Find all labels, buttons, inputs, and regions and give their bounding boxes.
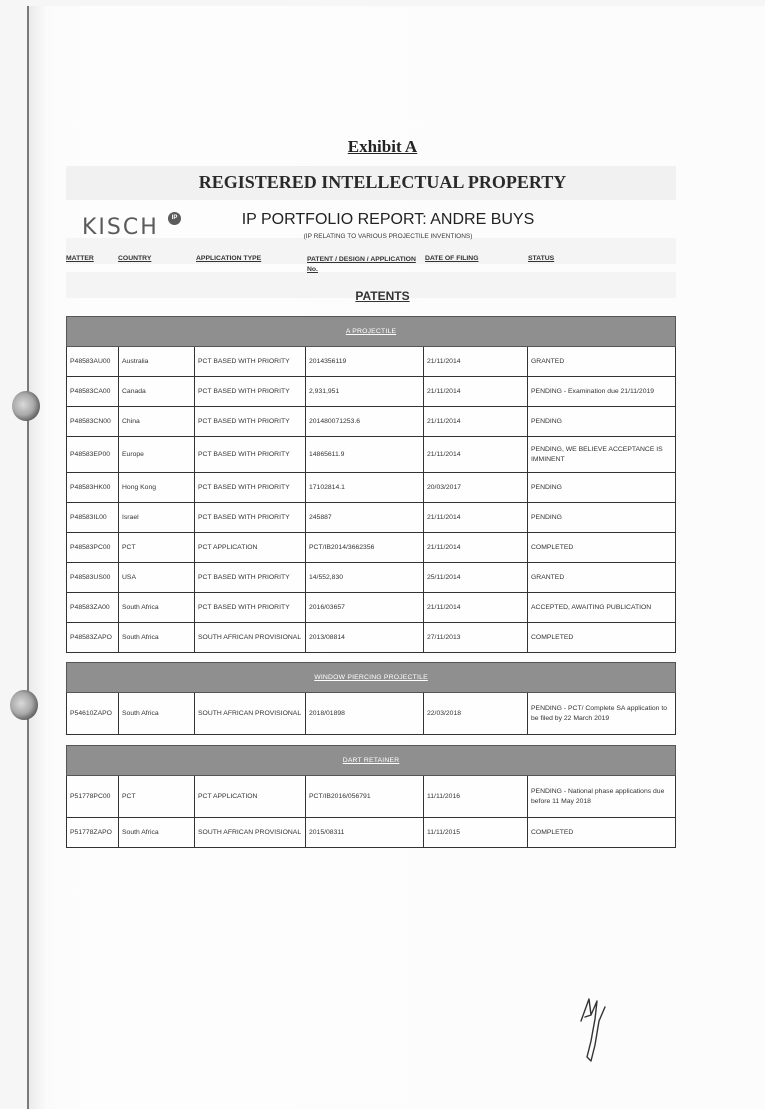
ip-table-dart-retainer — [66, 745, 676, 848]
cell-status: PENDING — [528, 473, 676, 503]
cell-matter: P48583PC00 — [67, 533, 119, 563]
cell-country: Israel — [119, 503, 195, 533]
col-header-number: PATENT / DESIGN / APPLICATION No. — [307, 256, 416, 273]
cell-type: SOUTH AFRICAN PROVISIONAL — [195, 693, 306, 735]
cell-status: PENDING — [528, 407, 676, 437]
cell-date: 11/11/2016 — [424, 776, 528, 818]
table-row — [67, 377, 676, 407]
table-section-title: A PROJECTILE — [67, 317, 676, 347]
cell-number: PCT/IB2016/056791 — [306, 776, 424, 818]
cell-country: South Africa — [119, 623, 195, 653]
table-row — [67, 407, 676, 437]
cell-number: 2013/08814 — [306, 623, 424, 653]
table-row — [67, 693, 676, 735]
binder-hole — [12, 391, 40, 421]
cell-date: 21/11/2014 — [424, 437, 528, 473]
cell-number: 14/552,830 — [306, 563, 424, 593]
cell-country: South Africa — [119, 593, 195, 623]
cell-type: PCT APPLICATION — [195, 776, 306, 818]
cell-country: Hong Kong — [119, 473, 195, 503]
cell-matter: P54610ZAPO — [67, 693, 119, 735]
cell-status: COMPLETED — [528, 533, 676, 563]
cell-date: 21/11/2014 — [424, 533, 528, 563]
cell-status: GRANTED — [528, 563, 676, 593]
table-row — [67, 473, 676, 503]
section-title-patents: PATENTS — [355, 289, 410, 303]
cell-number: 2015/08311 — [306, 818, 424, 848]
cell-status: COMPLETED — [528, 818, 676, 848]
table-row — [67, 347, 676, 377]
cell-type: PCT BASED WITH PRIORITY — [195, 473, 306, 503]
cell-date: 22/03/2018 — [424, 693, 528, 735]
cell-country: PCT — [119, 776, 195, 818]
cell-type: PCT BASED WITH PRIORITY — [195, 503, 306, 533]
cell-type: SOUTH AFRICAN PROVISIONAL — [195, 818, 306, 848]
col-header-application-type: APPLICATION TYPE — [196, 255, 262, 262]
table-row — [67, 563, 676, 593]
cell-type: PCT BASED WITH PRIORITY — [195, 563, 306, 593]
cell-type: PCT BASED WITH PRIORITY — [195, 377, 306, 407]
cell-type: PCT BASED WITH PRIORITY — [195, 407, 306, 437]
registered-ip-title: REGISTERED INTELLECTUAL PROPERTY — [198, 172, 567, 192]
col-header-status: STATUS — [528, 255, 555, 262]
cell-matter: P51778PC00 — [67, 776, 119, 818]
cell-number: 14865611.9 — [306, 437, 424, 473]
table-row — [67, 593, 676, 623]
cell-status: PENDING — [528, 503, 676, 533]
cell-status: PENDING - Examination due 21/11/2019 — [528, 377, 676, 407]
ip-table-window-piercing-projectile — [66, 662, 676, 735]
cell-matter: P48583US00 — [67, 563, 119, 593]
report-title: IP PORTFOLIO REPORT: ANDRE BUYS — [241, 211, 535, 228]
cell-country: China — [119, 407, 195, 437]
cell-date: 27/11/2013 — [424, 623, 528, 653]
handwritten-signature — [575, 985, 615, 1065]
cell-matter: P48583CA00 — [67, 377, 119, 407]
table-row — [67, 503, 676, 533]
cell-matter: P48583EP00 — [67, 437, 119, 473]
cell-country: PCT — [119, 533, 195, 563]
cell-matter: P48583AU00 — [67, 347, 119, 377]
table-row — [67, 623, 676, 653]
cell-country: South Africa — [119, 693, 195, 735]
cell-status: COMPLETED — [528, 623, 676, 653]
cell-number: 201480071253.6 — [306, 407, 424, 437]
binder-hole — [10, 690, 38, 720]
cell-date: 25/11/2014 — [424, 563, 528, 593]
cell-number: 2,931,951 — [306, 377, 424, 407]
cell-number: 2018/01898 — [306, 693, 424, 735]
cell-status: GRANTED — [528, 347, 676, 377]
cell-country: Europe — [119, 437, 195, 473]
cell-type: PCT BASED WITH PRIORITY — [195, 593, 306, 623]
col-header-date: DATE OF FILING — [425, 255, 479, 262]
col-header-country: COUNTRY — [118, 255, 152, 262]
cell-matter: P48583IL00 — [67, 503, 119, 533]
table-row — [67, 533, 676, 563]
cell-matter: P48583HK00 — [67, 473, 119, 503]
cell-matter: P48583ZAPO — [67, 623, 119, 653]
cell-matter: P51778ZAPO — [67, 818, 119, 848]
cell-date: 21/11/2014 — [424, 377, 528, 407]
cell-type: PCT BASED WITH PRIORITY — [195, 437, 306, 473]
table-row — [67, 437, 676, 473]
ip-table-a-projectile — [66, 316, 676, 653]
exhibit-title: Exhibit A — [347, 137, 418, 156]
cell-date: 21/11/2014 — [424, 593, 528, 623]
cell-country: South Africa — [119, 818, 195, 848]
cell-type: PCT BASED WITH PRIORITY — [195, 347, 306, 377]
ip-badge-icon: IP — [168, 212, 181, 225]
cell-date: 21/11/2014 — [424, 503, 528, 533]
table-row — [67, 776, 676, 818]
kisch-logo: KISCH — [82, 215, 159, 240]
cell-number: PCT/IB2014/3662356 — [306, 533, 424, 563]
table-section-title: DART RETAINER — [67, 746, 676, 776]
cell-date: 21/11/2014 — [424, 347, 528, 377]
table-row — [67, 818, 676, 848]
cell-type: SOUTH AFRICAN PROVISIONAL — [195, 623, 306, 653]
cell-number: 2014356119 — [306, 347, 424, 377]
cell-matter: P48583CN00 — [67, 407, 119, 437]
cell-matter: P48583ZA00 — [67, 593, 119, 623]
cell-type: PCT APPLICATION — [195, 533, 306, 563]
table-section-title: WINDOW PIERCING PROJECTILE — [67, 663, 676, 693]
cell-country: Canada — [119, 377, 195, 407]
col-header-matter: MATTER — [66, 255, 94, 262]
cell-number: 245887 — [306, 503, 424, 533]
cell-date: 11/11/2015 — [424, 818, 528, 848]
cell-country: Australia — [119, 347, 195, 377]
cell-status: ACCEPTED, AWAITING PUBLICATION — [528, 593, 676, 623]
report-subtitle: (IP RELATING TO VARIOUS PROJECTILE INVENTIONS) — [303, 233, 473, 240]
cell-status: PENDING - PCT/ Complete SA application to be filed by 22 March 2019 — [528, 693, 676, 735]
cell-date: 21/11/2014 — [424, 407, 528, 437]
cell-status: PENDING - National phase applications due before 11 May 2018 — [528, 776, 676, 818]
cell-number: 17102814.1 — [306, 473, 424, 503]
cell-number: 2016/03657 — [306, 593, 424, 623]
cell-date: 20/03/2017 — [424, 473, 528, 503]
cell-status: PENDING, WE BELIEVE ACCEPTANCE IS IMMINENT — [528, 437, 676, 473]
cell-country: USA — [119, 563, 195, 593]
